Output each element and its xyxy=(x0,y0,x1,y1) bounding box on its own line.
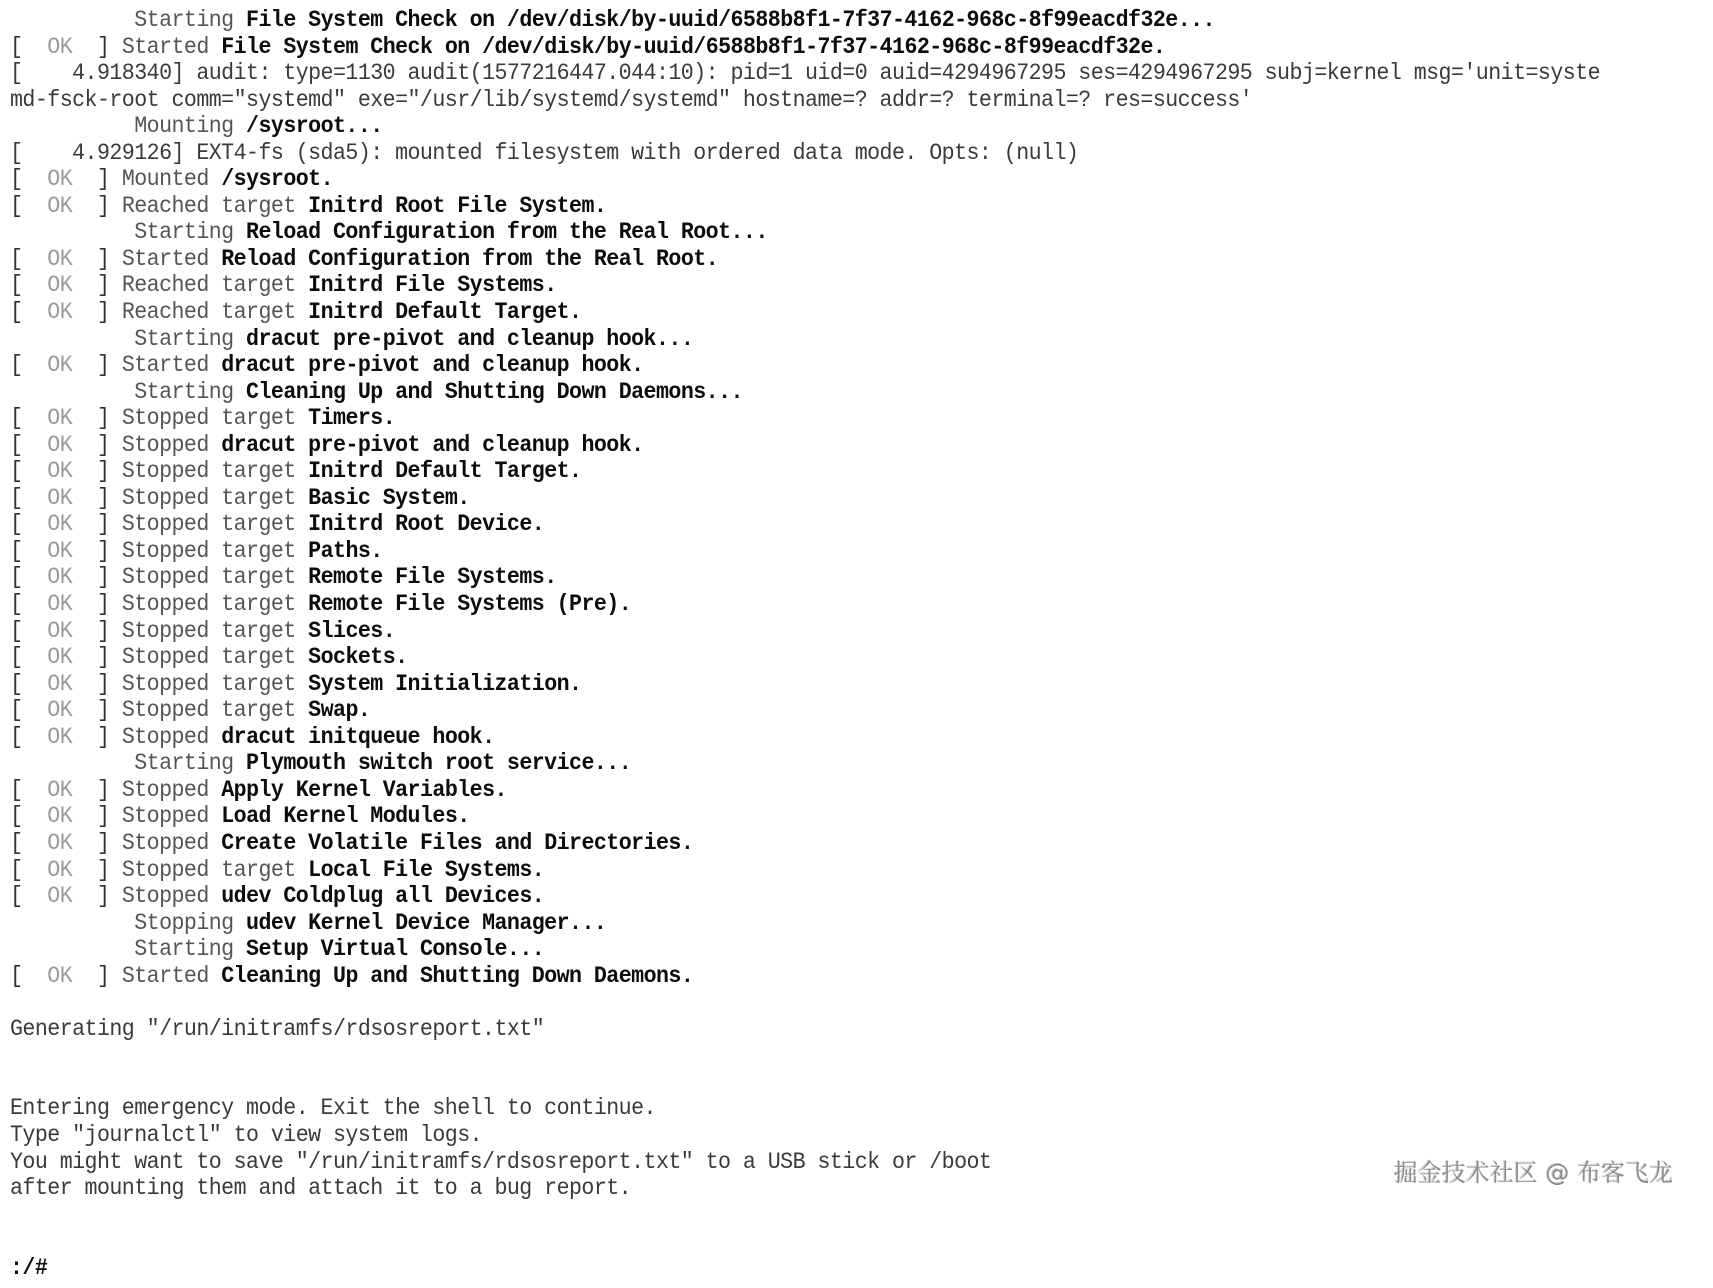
ok-badge: OK xyxy=(47,564,73,592)
status-prefix: [ OK ] xyxy=(10,962,122,990)
log-text: Generating "/run/initramfs/rdsosreport.txt" xyxy=(10,1015,545,1043)
status-prefix: [ OK ] xyxy=(10,723,122,751)
log-text: Type "journalctl" to view system logs. xyxy=(10,1121,483,1149)
console-line xyxy=(10,61,1600,88)
status-unit: udev Coldplug all Devices. xyxy=(221,883,545,911)
watermark: 掘金技术社区 @ 布客飞龙 xyxy=(1393,1159,1673,1187)
ok-badge: OK xyxy=(47,856,73,884)
console-line xyxy=(10,937,1600,964)
status-prefix xyxy=(10,379,134,406)
status-verb: Stopped xyxy=(121,723,209,751)
status-verb: Stopped target xyxy=(121,617,296,645)
status-prefix xyxy=(10,219,134,246)
ok-badge: OK xyxy=(47,33,73,61)
status-verb: Started xyxy=(121,962,209,990)
status-prefix xyxy=(10,113,134,140)
status-prefix: [ OK ] xyxy=(10,33,122,61)
status-unit: dracut initqueue hook. xyxy=(221,723,495,751)
status-prefix: [ OK ] xyxy=(10,245,122,273)
console-line xyxy=(10,353,1600,380)
status-prefix: [ OK ] xyxy=(10,431,122,459)
status-verb: Stopped target xyxy=(121,458,296,486)
ok-badge: OK xyxy=(47,511,73,539)
status-unit: Local File Systems. xyxy=(308,856,545,884)
status-verb: Started xyxy=(121,33,209,61)
console-line xyxy=(10,672,1600,699)
status-unit: Initrd File Systems. xyxy=(308,272,557,300)
status-prefix: [ OK ] xyxy=(10,644,122,672)
terminal-console[interactable] xyxy=(10,8,1600,1282)
status-verb: Stopped target xyxy=(121,564,296,592)
status-prefix: [ OK ] xyxy=(10,458,122,486)
console-line xyxy=(10,698,1600,725)
console-line xyxy=(10,858,1600,885)
status-prefix: [ OK ] xyxy=(10,564,122,592)
ok-badge: OK xyxy=(47,644,73,672)
console-line xyxy=(10,539,1600,566)
status-verb: Stopped xyxy=(121,829,209,857)
status-verb: Mounted xyxy=(121,166,209,194)
status-verb: Stopped xyxy=(121,431,209,459)
ok-badge: OK xyxy=(47,883,73,911)
console-line xyxy=(10,273,1600,300)
ok-badge: OK xyxy=(47,405,73,433)
status-prefix: [ OK ] xyxy=(10,617,122,645)
status-unit: dracut pre-pivot and cleanup hook. xyxy=(221,431,644,459)
console-line xyxy=(10,1017,1600,1044)
status-unit: Remote File Systems. xyxy=(308,564,557,592)
console-line xyxy=(10,778,1600,805)
status-unit: Cleaning Up and Shutting Down Daemons. xyxy=(221,962,694,990)
console-line xyxy=(10,1043,1600,1070)
status-unit: Initrd Default Target. xyxy=(308,458,582,486)
console-line xyxy=(10,565,1600,592)
status-verb: Starting xyxy=(134,750,234,778)
status-prefix xyxy=(10,910,134,937)
status-unit: Apply Kernel Variables. xyxy=(221,776,507,804)
ok-badge: OK xyxy=(47,458,73,486)
console-line xyxy=(10,194,1600,221)
ok-badge: OK xyxy=(47,723,73,751)
ok-badge: OK xyxy=(47,591,73,619)
log-text: [ 4.918340] audit: type=1130 audit(1577216447.044:10): pid=1 uid=0 auid=4294967295 ses=4294967295 subj=kernel msg='unit=syste xyxy=(10,60,1601,88)
status-verb: Stopped target xyxy=(121,537,296,565)
status-unit: Create Volatile Files and Directories. xyxy=(221,829,694,857)
ok-badge: OK xyxy=(47,670,73,698)
console-line xyxy=(10,406,1600,433)
status-verb: Stopped xyxy=(121,776,209,804)
status-prefix: [ OK ] xyxy=(10,670,122,698)
status-unit: udev Kernel Device Manager... xyxy=(246,909,607,937)
console-line xyxy=(10,911,1600,938)
console-line xyxy=(10,751,1600,778)
ok-badge: OK xyxy=(47,166,73,194)
console-line xyxy=(10,486,1600,513)
status-unit: Sockets. xyxy=(308,644,408,672)
console-line xyxy=(10,645,1600,672)
console-line xyxy=(10,592,1600,619)
status-unit: Reload Configuration from the Real Root. xyxy=(221,245,719,273)
log-text: You might want to save "/run/initramfs/rdsosreport.txt" to a USB stick or /boot xyxy=(10,1148,992,1176)
console-line xyxy=(10,831,1600,858)
console-line xyxy=(10,35,1600,62)
status-verb: Reached target xyxy=(121,272,296,300)
status-unit: File System Check on /dev/disk/by-uuid/6588b8f1-7f37-4162-968c-8f99eacdf32e... xyxy=(246,7,1215,34)
console-line xyxy=(10,964,1600,991)
ok-badge: OK xyxy=(47,803,73,831)
status-verb: Starting xyxy=(134,378,234,406)
console-line xyxy=(10,247,1600,274)
status-verb: Stopped target xyxy=(121,644,296,672)
status-unit: Setup Virtual Console... xyxy=(246,936,545,964)
status-prefix: [ OK ] xyxy=(10,272,122,300)
status-verb: Reached target xyxy=(121,192,296,220)
console-line xyxy=(10,512,1600,539)
status-prefix: [ OK ] xyxy=(10,352,122,380)
ok-badge: OK xyxy=(47,617,73,645)
status-prefix: [ OK ] xyxy=(10,192,122,220)
status-prefix: [ OK ] xyxy=(10,484,122,512)
status-prefix: [ OK ] xyxy=(10,511,122,539)
console-line xyxy=(10,433,1600,460)
status-prefix xyxy=(10,936,134,963)
status-verb: Stopping xyxy=(134,909,234,937)
log-text: after mounting them and attach it to a bug report. xyxy=(10,1175,632,1203)
ok-badge: OK xyxy=(47,697,73,725)
console-line xyxy=(10,220,1600,247)
status-unit: /sysroot... xyxy=(246,113,383,141)
console-line xyxy=(10,8,1600,35)
status-verb: Stopped target xyxy=(121,591,296,619)
status-verb: Reached target xyxy=(121,299,296,327)
status-prefix: [ OK ] xyxy=(10,299,122,327)
console-line xyxy=(10,1070,1600,1097)
ok-badge: OK xyxy=(47,192,73,220)
console-line xyxy=(10,990,1600,1017)
log-text: md-fsck-root comm="systemd" exe="/usr/lib/systemd/systemd" hostname=? addr=? terminal=? res=success' xyxy=(10,86,1253,114)
status-prefix: [ OK ] xyxy=(10,856,122,884)
status-verb: Stopped target xyxy=(121,405,296,433)
console-line xyxy=(10,725,1600,752)
ok-badge: OK xyxy=(47,352,73,380)
ok-badge: OK xyxy=(47,431,73,459)
status-verb: Stopped target xyxy=(121,511,296,539)
status-unit: Initrd Root Device. xyxy=(308,511,545,539)
ok-badge: OK xyxy=(47,537,73,565)
console-line xyxy=(10,1123,1600,1150)
status-unit: Swap. xyxy=(308,697,371,725)
status-prefix xyxy=(10,326,134,353)
shell-prompt[interactable] xyxy=(10,1256,1600,1283)
console-line xyxy=(10,1096,1600,1123)
console-line xyxy=(10,1150,1600,1177)
console-line xyxy=(10,327,1600,354)
status-unit: Initrd Root File System. xyxy=(308,192,607,220)
status-verb: Started xyxy=(121,352,209,380)
status-unit: Timers. xyxy=(308,405,396,433)
status-verb: Starting xyxy=(134,219,234,247)
status-verb: Starting xyxy=(134,325,234,353)
status-unit: Basic System. xyxy=(308,484,470,512)
console-line xyxy=(10,88,1600,115)
status-unit: Reload Configuration from the Real Root... xyxy=(246,219,768,247)
status-verb: Mounting xyxy=(134,113,234,141)
ok-badge: OK xyxy=(47,484,73,512)
ok-badge: OK xyxy=(47,962,73,990)
status-unit: dracut pre-pivot and cleanup hook... xyxy=(246,325,694,353)
ok-badge: OK xyxy=(47,272,73,300)
status-unit: Cleaning Up and Shutting Down Daemons... xyxy=(246,378,743,406)
status-verb: Stopped xyxy=(121,803,209,831)
status-prefix: [ OK ] xyxy=(10,829,122,857)
ok-badge: OK xyxy=(47,776,73,804)
status-prefix xyxy=(10,750,134,777)
status-verb: Stopped target xyxy=(121,697,296,725)
status-unit: Plymouth switch root service... xyxy=(246,750,632,778)
console-line xyxy=(10,619,1600,646)
status-verb: Starting xyxy=(134,7,234,34)
status-unit: Load Kernel Modules. xyxy=(221,803,470,831)
log-text: [ 4.929126] EXT4-fs (sda5): mounted filesystem with ordered data mode. Opts: (null) xyxy=(10,139,1079,167)
status-verb: Stopped target xyxy=(121,670,296,698)
console-line xyxy=(10,1176,1600,1203)
status-unit: dracut pre-pivot and cleanup hook. xyxy=(221,352,644,380)
console-line xyxy=(10,114,1600,141)
ok-badge: OK xyxy=(47,299,73,327)
status-prefix: [ OK ] xyxy=(10,776,122,804)
console-line xyxy=(10,459,1600,486)
status-unit: Remote File Systems (Pre). xyxy=(308,591,632,619)
status-prefix xyxy=(10,7,134,34)
status-prefix: [ OK ] xyxy=(10,883,122,911)
status-prefix: [ OK ] xyxy=(10,697,122,725)
status-verb: Stopped xyxy=(121,883,209,911)
console-line xyxy=(10,1203,1600,1230)
status-unit: /sysroot. xyxy=(221,166,334,194)
ok-badge: OK xyxy=(47,245,73,273)
console-line xyxy=(10,884,1600,911)
status-verb: Stopped target xyxy=(121,484,296,512)
console-line xyxy=(10,141,1600,168)
status-unit: Initrd Default Target. xyxy=(308,299,582,327)
status-verb: Started xyxy=(121,245,209,273)
console-line xyxy=(10,1229,1600,1256)
status-prefix: [ OK ] xyxy=(10,537,122,565)
status-prefix: [ OK ] xyxy=(10,405,122,433)
console-line xyxy=(10,300,1600,327)
status-unit: File System Check on /dev/disk/by-uuid/6588b8f1-7f37-4162-968c-8f99eacdf32e. xyxy=(221,33,1166,61)
status-prefix: [ OK ] xyxy=(10,591,122,619)
status-unit: System Initialization. xyxy=(308,670,582,698)
status-unit: Slices. xyxy=(308,617,396,645)
log-text: Entering emergency mode. Exit the shell to continue. xyxy=(10,1095,656,1123)
console-line xyxy=(10,804,1600,831)
status-prefix: [ OK ] xyxy=(10,803,122,831)
status-verb: Starting xyxy=(134,936,234,964)
prompt-text[interactable]: :/# xyxy=(10,1254,48,1282)
console-line xyxy=(10,167,1600,194)
status-unit: Paths. xyxy=(308,537,383,565)
status-prefix: [ OK ] xyxy=(10,166,122,194)
console-line xyxy=(10,380,1600,407)
ok-badge: OK xyxy=(47,829,73,857)
status-verb: Stopped target xyxy=(121,856,296,884)
